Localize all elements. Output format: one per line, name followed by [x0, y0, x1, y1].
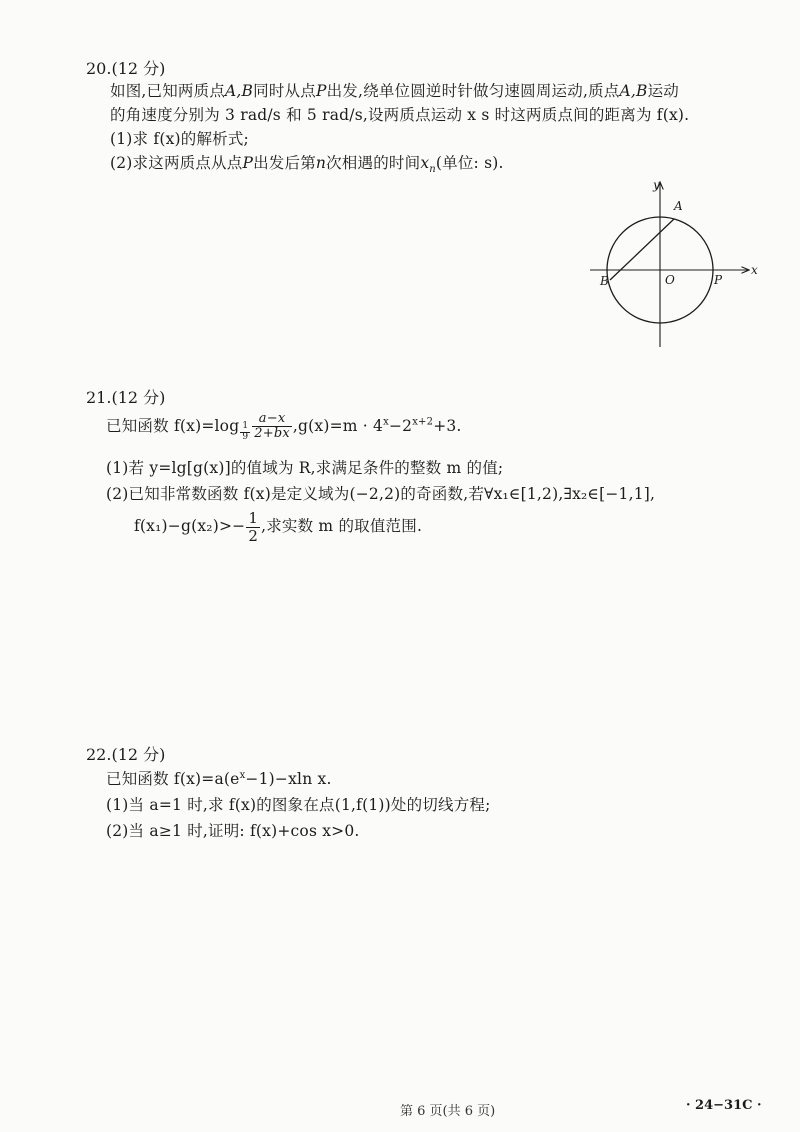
- q20-text-rest: 出发,绕单位圆逆时针做匀速圆周运动,质点: [326, 82, 620, 100]
- q20-part2-b: 出发后第: [253, 154, 316, 172]
- q20-part2-p: P: [242, 154, 254, 172]
- q20-header: [86, 56, 165, 79]
- q20-ab2: A,B: [619, 82, 648, 100]
- q21-part2-ineq: f(x₁)−g(x₂)>−: [134, 517, 246, 535]
- q21-number: 21.: [86, 388, 112, 407]
- q21-part1: (1)若 y=lg[g(x)]的值域为 R,求满足条件的整数 m 的值;: [106, 459, 504, 477]
- label-p: P: [714, 273, 723, 287]
- q20-text: 如图,已知两质点: [110, 82, 226, 100]
- q21-part2: (2)已知非常数函数 f(x)是定义域为(−2,2)的奇函数,若∀x₁∈[1,2),∃x₂∈[−1,1],: [106, 485, 656, 503]
- q22-part1: (1)当 a=1 时,求 f(x)的图象在点(1,f(1))处的切线方程;: [106, 796, 491, 814]
- q20-part2-c: 次相遇的时间: [326, 154, 421, 172]
- q20-line2: 的角速度分别为 3 rad/s 和 5 rad/s,设两质点运动 x s 时这两质点间的距离为 f(x).: [110, 106, 690, 124]
- q21-log-base: $\frac{1}{9}$: [242, 420, 249, 442]
- q21-g-mid: −2: [388, 416, 413, 435]
- exam-code: · 24−31C ·: [686, 1098, 762, 1113]
- q20-text-end: 运动: [647, 82, 679, 100]
- label-y: y: [653, 178, 660, 192]
- label-x: x: [751, 263, 758, 277]
- page-number: 第 6 页(共 6 页): [400, 1104, 496, 1119]
- label-a: A: [674, 199, 683, 213]
- q21-g-end: +3.: [433, 416, 462, 435]
- q21-half: $\frac{1}{2}$: [248, 509, 259, 545]
- unit-circle-figure: [585, 175, 760, 355]
- q20-line1: [110, 79, 679, 101]
- q20-part2-a: (2)求这两质点从点: [110, 154, 243, 172]
- q20-score: (12 分): [111, 59, 166, 78]
- q22-score: (12 分): [111, 745, 166, 764]
- q22-header: [86, 742, 165, 765]
- q21-header: [86, 385, 165, 408]
- q22-intro-end: −1)−xln x.: [245, 770, 332, 788]
- q22-part2: (2)当 a≥1 时,证明: f(x)+cos x>0.: [106, 822, 360, 840]
- label-b: B: [600, 274, 609, 288]
- q21-part2-line2: [134, 510, 422, 544]
- q21-score: (12 分): [111, 388, 166, 407]
- q20-part1: (1)求 f(x)的解析式;: [110, 130, 249, 148]
- q22-intro-a: 已知函数 f(x)=a(e: [106, 770, 240, 788]
- q21-g-def: ,g(x)=m · 4: [292, 416, 384, 435]
- label-o: O: [665, 273, 675, 287]
- q20-part2-x: x: [420, 154, 430, 172]
- q21-intro: 已知函数: [106, 416, 169, 435]
- q20-ab: A,B: [225, 82, 254, 100]
- q21-fraction: $\frac{a-x}{2+bx}$: [254, 411, 290, 442]
- q22-number: 22.: [86, 745, 112, 764]
- q20-number: 20.: [86, 59, 112, 78]
- chord-ab: [610, 219, 674, 280]
- q22-intro-exp: x: [239, 769, 246, 781]
- q21-g-exp: x: [383, 416, 389, 428]
- q21-f-def: f(x)=log: [173, 416, 240, 435]
- q21-line1: [106, 412, 462, 443]
- q20-part2-sub: n: [429, 164, 436, 176]
- q20-part2-n: n: [315, 154, 327, 172]
- q20-part2: [110, 151, 504, 175]
- q21-g-exp2: x+2: [412, 416, 434, 428]
- q22-intro: [106, 767, 332, 789]
- q20-p: P: [315, 82, 327, 100]
- q20-text-mid: 同时从点: [253, 82, 316, 100]
- q20-part2-d: (单位: s).: [435, 154, 504, 172]
- q21-part2-end: ,求实数 m 的取值范围.: [261, 517, 423, 535]
